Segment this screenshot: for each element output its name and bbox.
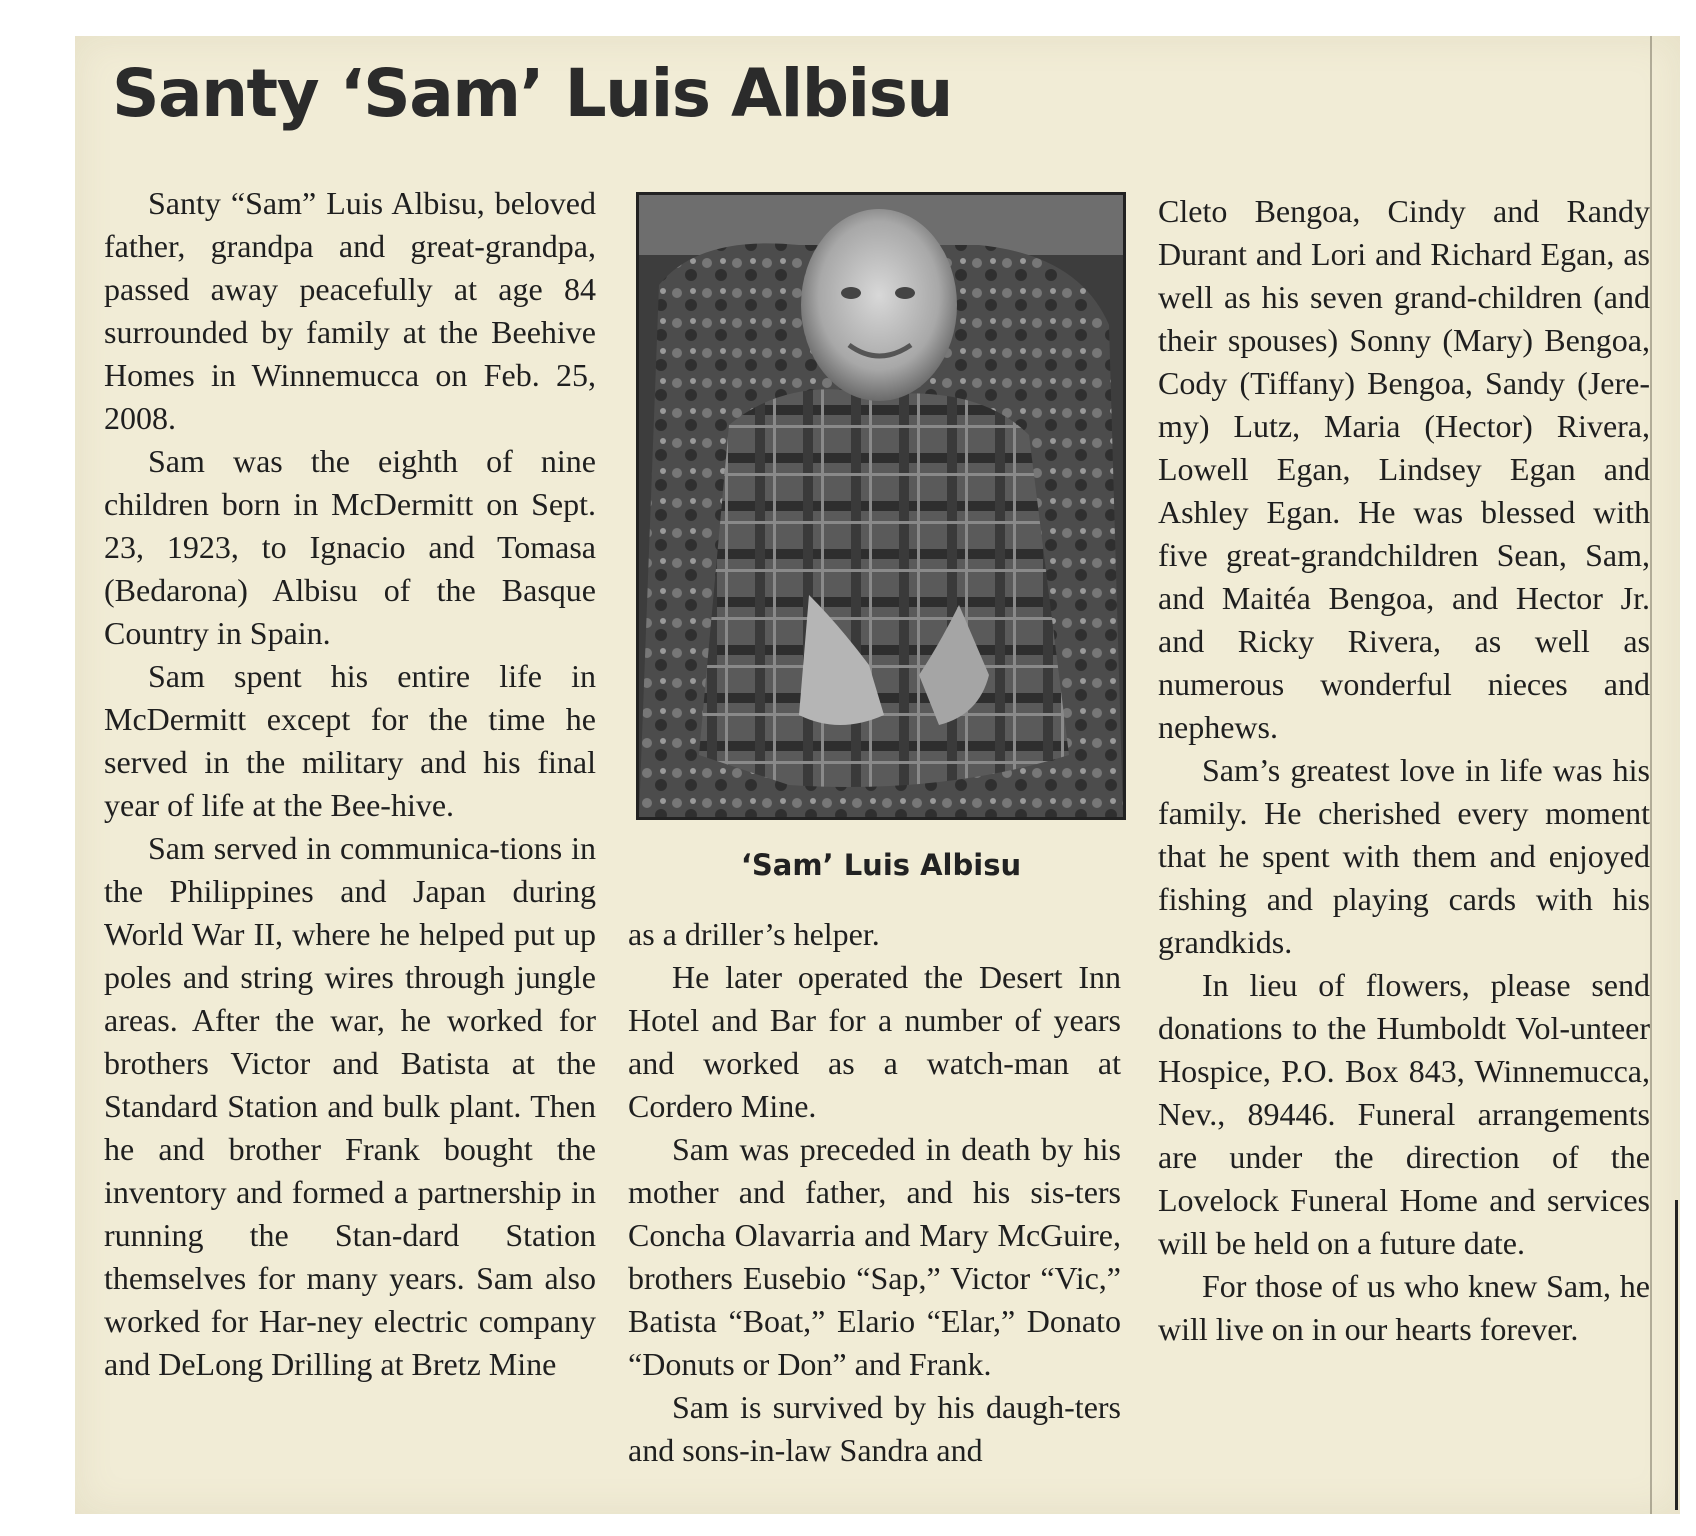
- paragraph-military-career: Sam served in communica-tions in the Philippines and Japan during World War II, where he helped put up poles and string wires through jungle areas. After the war, he worked for brothers Victor and Batista at the Standard Station and bulk plant. Then he and brother Frank bought the inventory and formed a partnership in running the Stan-dard Station themselves for many years. Sam also worked for Har-ney electric company and DeLong Drilling at Bretz Mine: [104, 830, 596, 1382]
- paragraph-intro: Santy “Sam” Luis Albisu, beloved father, grandpa and great-grandpa, passed away peacefully at age 84 surrounded by family at the Beehive Homes in Winnemucca on Feb. 25, 2008.: [104, 185, 596, 436]
- portrait-photo: [636, 192, 1126, 820]
- paragraph-mcdermitt: Sam spent his entire life in McDermitt except for the time he served in the military and his final year of life at the Bee-hive.: [104, 658, 596, 823]
- scan-edge-line: [1675, 1200, 1678, 1510]
- paragraph-greatest-love: Sam’s greatest love in life was his family. He cherished every moment that he spent with them and enjoyed fishing and playing cards with his grandkids.: [1158, 752, 1650, 960]
- paragraph-desert-inn: He later operated the Desert Inn Hotel and Bar for a number of years and worked as a watch-man at Cordero Mine.: [628, 959, 1121, 1124]
- portrait-photo-image: [639, 195, 1123, 817]
- paragraph-preceded-in-death: Sam was preceded in death by his mother and father, and his sis-ters Concha Olavarria and Mary McGuire, brothers Eusebio “Sap,” Victor “Vic,” Batista “Boat,” Elario “Elar,” Donato “Donuts or Don” and Frank.: [628, 1131, 1121, 1382]
- paragraph-donations: In lieu of flowers, please send donations to the Humboldt Vol-unteer Hospice, P.O. Box 843, Winnemucca, Nev., 89446. Funeral arrangements are under the direction of the Lovelock Funeral Home and services will be held on a future date.: [1158, 967, 1650, 1261]
- paragraph-survived-by: Sam is survived by his daugh-ters and sons-in-law Sandra and: [628, 1389, 1121, 1468]
- paragraph-birth: Sam was the eighth of nine children born in McDermitt on Sept. 23, 1923, to Ignacio and Tomasa (Bedarona) Albisu of the Basque Country in Spain.: [104, 443, 596, 651]
- paragraph-continued: as a driller’s helper.: [628, 916, 880, 952]
- paragraph-closing: For those of us who knew Sam, he will live on in our hearts forever.: [1158, 1268, 1650, 1347]
- text-column-2: [628, 913, 1121, 1472]
- text-column-1: [104, 182, 596, 1386]
- paragraph-survivors-continued: Cleto Bengoa, Cindy and Randy Durant and Lori and Richard Egan, as well as his seven grand-children (and their spouses) Sonny (Mary) Bengoa, Cody (Tiffany) Bengoa, Sandy (Jere-my) Lutz, Maria (Hector) Rivera, Lowell Egan, Lindsey Egan and Ashley Egan. He was blessed with five great-grandchildren Sean, Sam, and Maitéa Bengoa, and Hector Jr. and Ricky Rivera, as well as numerous wonderful nieces and nephews.: [1158, 193, 1650, 745]
- obituary-headline: Santy ‘Sam’ Luis Albisu: [112, 55, 952, 132]
- photo-caption: ‘Sam’ Luis Albisu: [740, 848, 1022, 882]
- text-column-3: [1158, 190, 1650, 1351]
